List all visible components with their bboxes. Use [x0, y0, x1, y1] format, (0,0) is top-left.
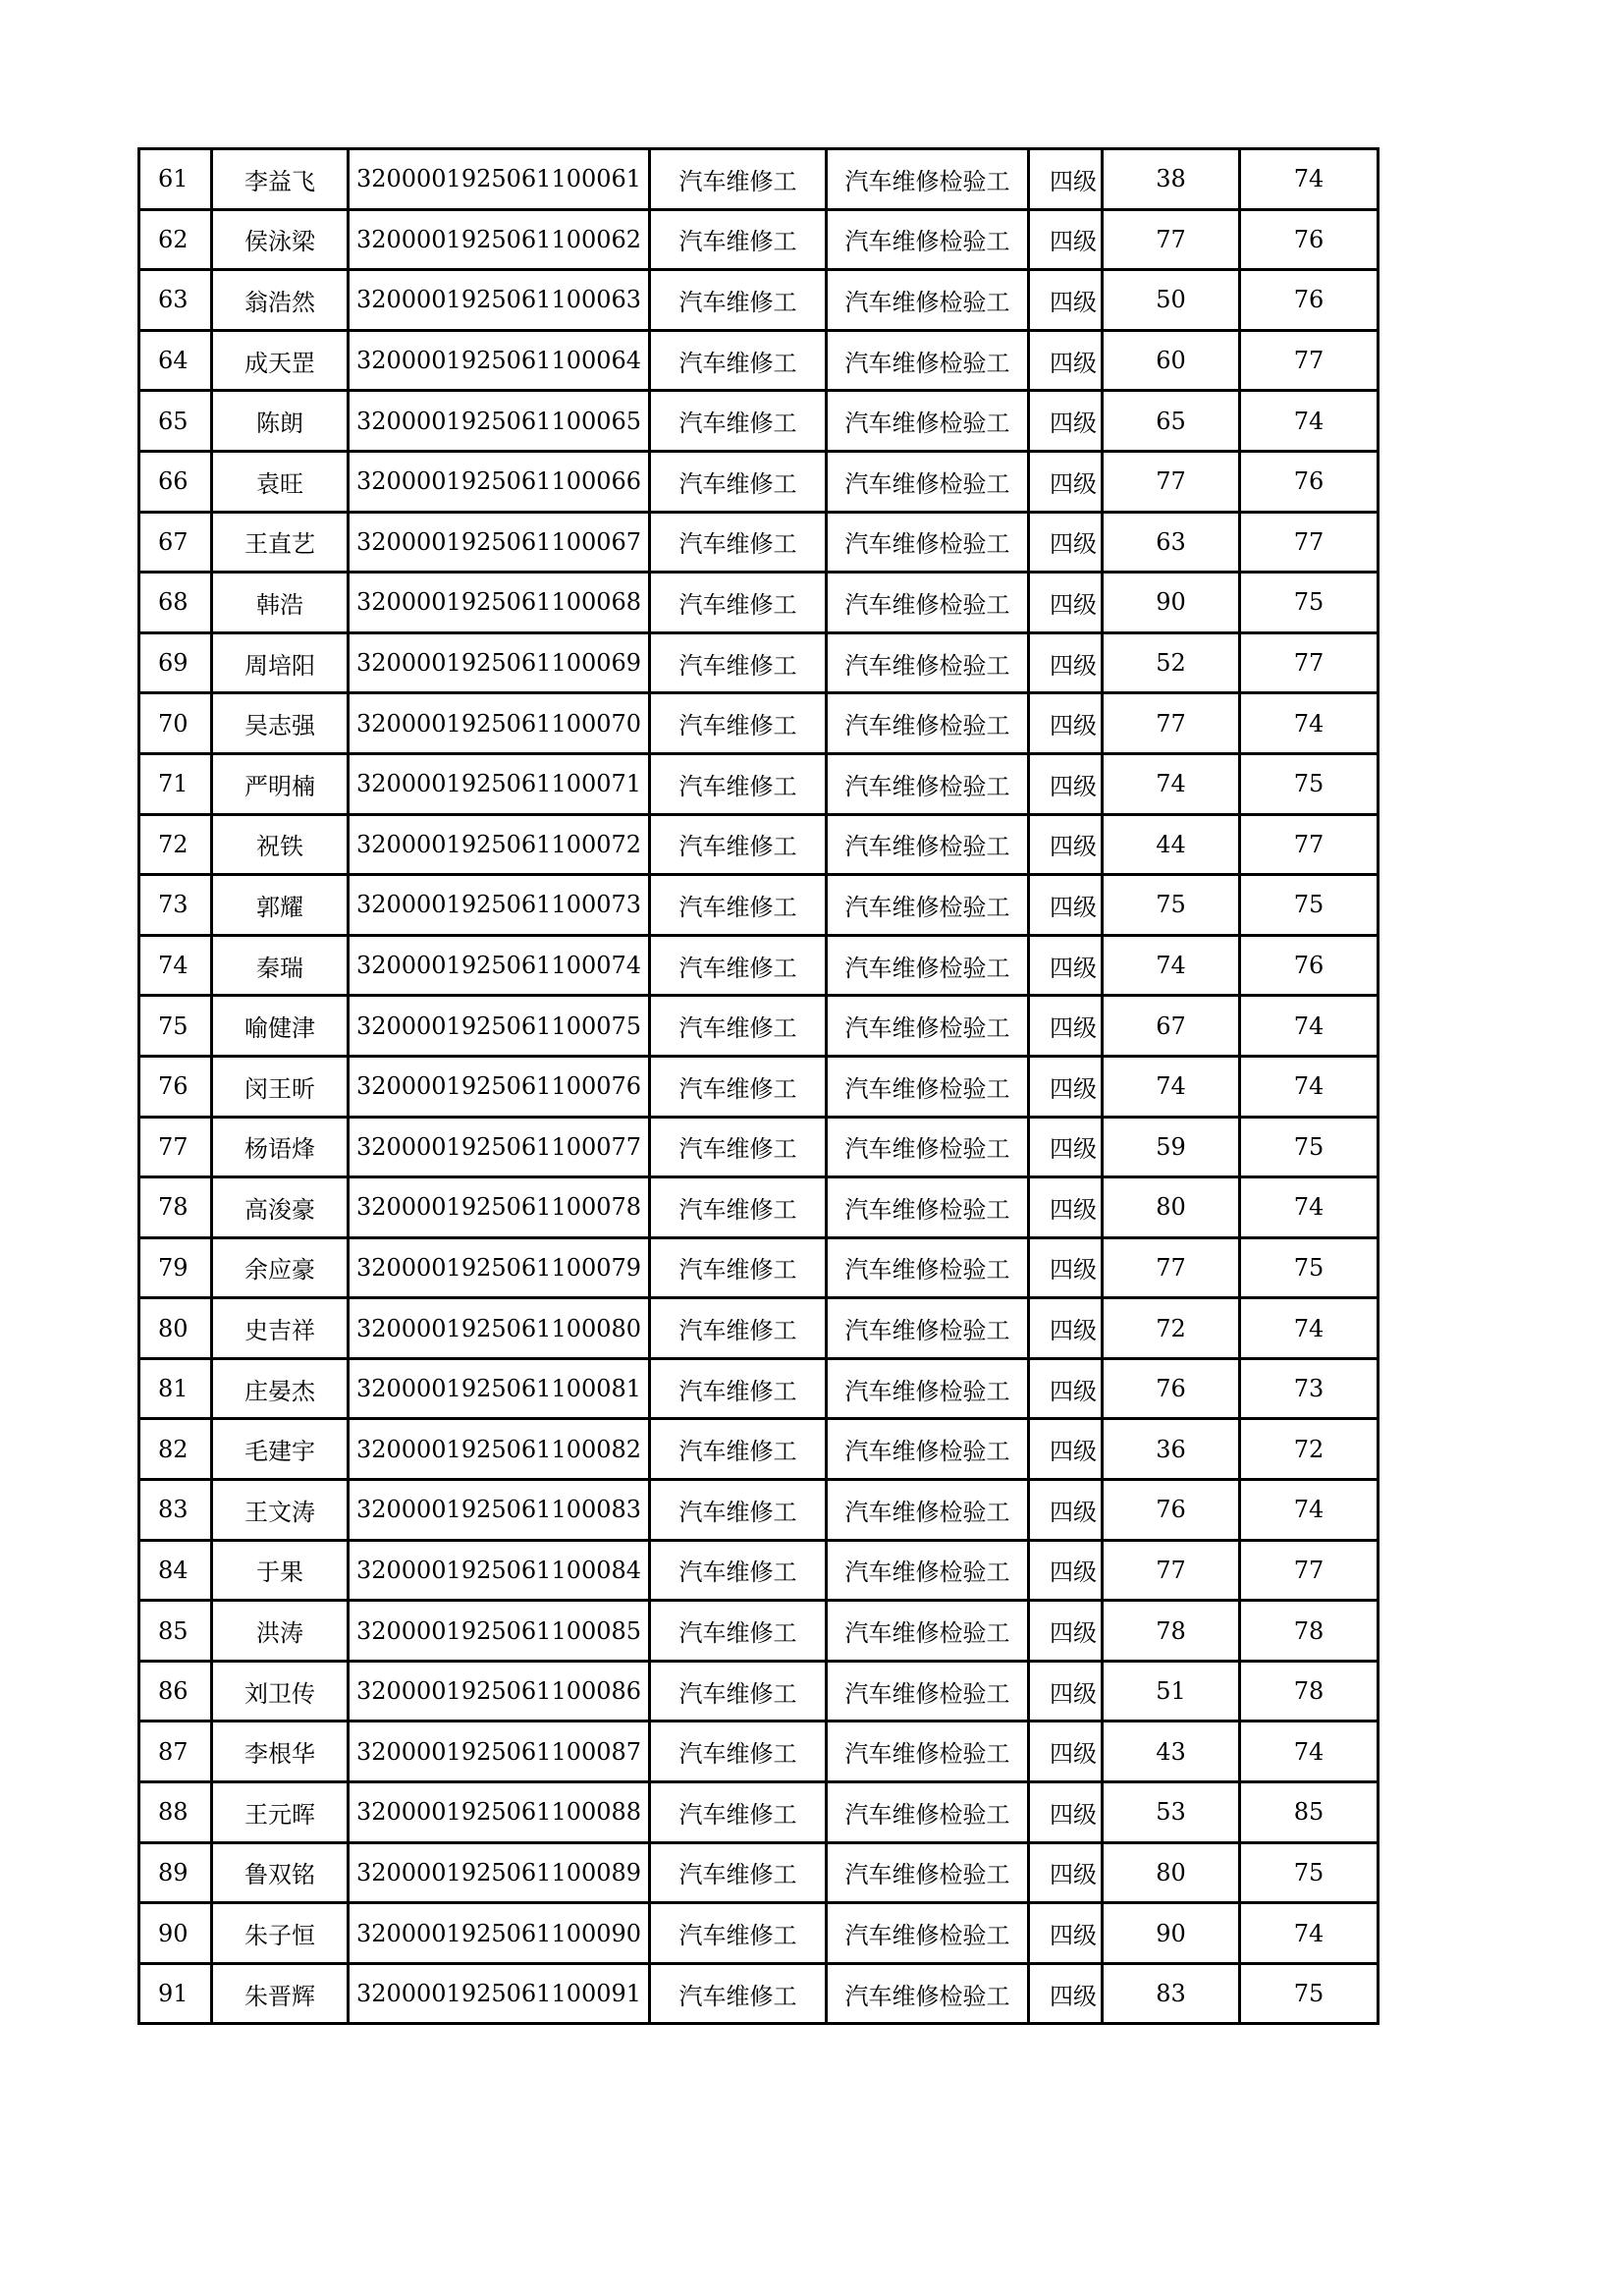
cell-cert-no: 3200001925061100087 [349, 1722, 650, 1782]
cell-score-2: 76 [1240, 935, 1379, 996]
table-row [139, 270, 1379, 331]
cell-cert-no: 3200001925061100070 [349, 693, 650, 754]
table-row [139, 996, 1379, 1057]
cell-cert-no: 3200001925061100073 [349, 875, 650, 936]
cell-score-1: 76 [1103, 1358, 1240, 1419]
cell-score-2: 78 [1240, 1661, 1379, 1722]
cell-name: 朱子恒 [212, 1903, 349, 1964]
cell-cert-no: 3200001925061100080 [349, 1298, 650, 1359]
cell-cert-no: 3200001925061100075 [349, 996, 650, 1057]
cell-name: 刘卫传 [212, 1661, 349, 1722]
table-row [139, 149, 1379, 210]
cell-score-1: 80 [1103, 1842, 1240, 1903]
cell-seq: 67 [139, 512, 212, 573]
cell-work-type: 汽车维修检验工 [827, 1601, 1029, 1662]
table-row [139, 1842, 1379, 1903]
cell-seq: 73 [139, 875, 212, 936]
cell-work-type: 汽车维修检验工 [827, 1782, 1029, 1843]
cell-score-1: 72 [1103, 1298, 1240, 1359]
cell-name: 王文涛 [212, 1480, 349, 1541]
cell-work-type: 汽车维修检验工 [827, 1842, 1029, 1903]
cell-grade: 四级 [1029, 391, 1103, 452]
cell-score-2: 74 [1240, 693, 1379, 754]
cell-score-1: 36 [1103, 1419, 1240, 1480]
cell-score-1: 50 [1103, 270, 1240, 331]
cell-score-2: 74 [1240, 149, 1379, 210]
cell-grade: 四级 [1029, 935, 1103, 996]
cell-cert-no: 3200001925061100089 [349, 1842, 650, 1903]
table-row [139, 1480, 1379, 1541]
cell-grade: 四级 [1029, 1540, 1103, 1601]
cell-grade: 四级 [1029, 149, 1103, 210]
cell-name: 郭耀 [212, 875, 349, 936]
cell-score-2: 75 [1240, 573, 1379, 633]
cell-seq: 63 [139, 270, 212, 331]
cell-score-2: 85 [1240, 1782, 1379, 1843]
cell-grade: 四级 [1029, 1480, 1103, 1541]
cell-seq: 82 [139, 1419, 212, 1480]
cell-cert-no: 3200001925061100083 [349, 1480, 650, 1541]
cell-score-1: 83 [1103, 1963, 1240, 2024]
cell-name: 祝铁 [212, 814, 349, 875]
table-row [139, 1298, 1379, 1359]
cell-seq: 86 [139, 1661, 212, 1722]
cell-seq: 83 [139, 1480, 212, 1541]
cell-grade: 四级 [1029, 753, 1103, 814]
cell-work-type: 汽车维修检验工 [827, 1540, 1029, 1601]
cell-score-2: 72 [1240, 1419, 1379, 1480]
table-row [139, 875, 1379, 936]
cell-name: 于果 [212, 1540, 349, 1601]
cell-grade: 四级 [1029, 1782, 1103, 1843]
cell-score-1: 74 [1103, 935, 1240, 996]
cell-name: 王直艺 [212, 512, 349, 573]
cell-grade: 四级 [1029, 209, 1103, 270]
cell-grade: 四级 [1029, 330, 1103, 391]
cell-score-2: 75 [1240, 1963, 1379, 2024]
cell-score-1: 77 [1103, 451, 1240, 512]
cell-score-1: 90 [1103, 1903, 1240, 1964]
cell-score-2: 74 [1240, 1903, 1379, 1964]
cell-grade: 四级 [1029, 1419, 1103, 1480]
cell-work-type: 汽车维修检验工 [827, 391, 1029, 452]
table-row [139, 451, 1379, 512]
cell-grade: 四级 [1029, 1661, 1103, 1722]
cell-grade: 四级 [1029, 270, 1103, 331]
cell-score-2: 77 [1240, 330, 1379, 391]
cell-grade: 四级 [1029, 1358, 1103, 1419]
cell-occupation: 汽车维修工 [650, 573, 827, 633]
table-row [139, 1540, 1379, 1601]
cell-cert-no: 3200001925061100090 [349, 1903, 650, 1964]
cell-name: 朱晋辉 [212, 1963, 349, 2024]
cell-score-1: 67 [1103, 996, 1240, 1057]
cell-seq: 90 [139, 1903, 212, 1964]
cell-score-1: 53 [1103, 1782, 1240, 1843]
cell-work-type: 汽车维修检验工 [827, 875, 1029, 936]
cell-name: 李根华 [212, 1722, 349, 1782]
cell-occupation: 汽车维修工 [650, 1661, 827, 1722]
cell-score-2: 73 [1240, 1358, 1379, 1419]
cell-score-1: 74 [1103, 1056, 1240, 1117]
cell-score-1: 44 [1103, 814, 1240, 875]
cell-seq: 68 [139, 573, 212, 633]
cell-score-1: 43 [1103, 1722, 1240, 1782]
cell-score-1: 77 [1103, 1237, 1240, 1298]
cell-score-1: 75 [1103, 875, 1240, 936]
table-row [139, 693, 1379, 754]
cell-score-2: 77 [1240, 632, 1379, 693]
table-row [139, 573, 1379, 633]
cell-work-type: 汽车维修检验工 [827, 1963, 1029, 2024]
cell-seq: 75 [139, 996, 212, 1057]
cell-work-type: 汽车维修检验工 [827, 573, 1029, 633]
cell-seq: 65 [139, 391, 212, 452]
cell-name: 闵王昕 [212, 1056, 349, 1117]
cell-score-2: 77 [1240, 1540, 1379, 1601]
cell-grade: 四级 [1029, 875, 1103, 936]
cell-name: 袁旺 [212, 451, 349, 512]
cell-occupation: 汽车维修工 [650, 1601, 827, 1662]
cell-seq: 71 [139, 753, 212, 814]
cell-occupation: 汽车维修工 [650, 1056, 827, 1117]
cell-work-type: 汽车维修检验工 [827, 753, 1029, 814]
cell-seq: 87 [139, 1722, 212, 1782]
cell-grade: 四级 [1029, 693, 1103, 754]
cell-name: 吴志强 [212, 693, 349, 754]
table-body [139, 149, 1379, 2024]
cell-occupation: 汽车维修工 [650, 1298, 827, 1359]
cell-score-1: 77 [1103, 1540, 1240, 1601]
table-row [139, 330, 1379, 391]
cell-score-1: 63 [1103, 512, 1240, 573]
table-row [139, 814, 1379, 875]
cell-seq: 85 [139, 1601, 212, 1662]
cell-work-type: 汽车维修检验工 [827, 996, 1029, 1057]
table-row [139, 512, 1379, 573]
table-row [139, 753, 1379, 814]
cell-score-2: 76 [1240, 270, 1379, 331]
table-row [139, 1419, 1379, 1480]
cell-occupation: 汽车维修工 [650, 1722, 827, 1782]
cell-score-1: 90 [1103, 573, 1240, 633]
cell-seq: 76 [139, 1056, 212, 1117]
cell-score-1: 51 [1103, 1661, 1240, 1722]
cell-score-2: 75 [1240, 1117, 1379, 1177]
cell-cert-no: 3200001925061100062 [349, 209, 650, 270]
cell-name: 翁浩然 [212, 270, 349, 331]
cell-grade: 四级 [1029, 1722, 1103, 1782]
cell-name: 毛建宇 [212, 1419, 349, 1480]
cell-score-2: 74 [1240, 1722, 1379, 1782]
cell-score-2: 75 [1240, 875, 1379, 936]
cell-score-1: 77 [1103, 209, 1240, 270]
cell-cert-no: 3200001925061100079 [349, 1237, 650, 1298]
cell-seq: 74 [139, 935, 212, 996]
table-row [139, 1237, 1379, 1298]
cell-work-type: 汽车维修检验工 [827, 1903, 1029, 1964]
cell-score-2: 76 [1240, 209, 1379, 270]
cell-cert-no: 3200001925061100071 [349, 753, 650, 814]
table-row [139, 1117, 1379, 1177]
cell-occupation: 汽车维修工 [650, 1903, 827, 1964]
cell-occupation: 汽车维修工 [650, 1237, 827, 1298]
cell-occupation: 汽车维修工 [650, 935, 827, 996]
cell-name: 周培阳 [212, 632, 349, 693]
cell-occupation: 汽车维修工 [650, 1842, 827, 1903]
cell-work-type: 汽车维修检验工 [827, 1237, 1029, 1298]
cell-occupation: 汽车维修工 [650, 1540, 827, 1601]
cell-cert-no: 3200001925061100085 [349, 1601, 650, 1662]
cell-work-type: 汽车维修检验工 [827, 1358, 1029, 1419]
table-row [139, 1056, 1379, 1117]
cell-score-1: 59 [1103, 1117, 1240, 1177]
cell-name: 杨语烽 [212, 1117, 349, 1177]
cell-score-1: 80 [1103, 1177, 1240, 1238]
table-row [139, 1661, 1379, 1722]
cell-name: 韩浩 [212, 573, 349, 633]
cell-name: 喻健津 [212, 996, 349, 1057]
cell-name: 严明楠 [212, 753, 349, 814]
cell-name: 侯泳梁 [212, 209, 349, 270]
cell-work-type: 汽车维修检验工 [827, 1480, 1029, 1541]
cell-cert-no: 3200001925061100061 [349, 149, 650, 210]
cell-seq: 84 [139, 1540, 212, 1601]
cell-seq: 89 [139, 1842, 212, 1903]
cell-cert-no: 3200001925061100084 [349, 1540, 650, 1601]
table-row [139, 391, 1379, 452]
cell-work-type: 汽车维修检验工 [827, 512, 1029, 573]
table-row [139, 1963, 1379, 2024]
cell-cert-no: 3200001925061100069 [349, 632, 650, 693]
cell-name: 鲁双铭 [212, 1842, 349, 1903]
cell-occupation: 汽车维修工 [650, 1782, 827, 1843]
cell-grade: 四级 [1029, 573, 1103, 633]
cell-work-type: 汽车维修检验工 [827, 149, 1029, 210]
cell-grade: 四级 [1029, 632, 1103, 693]
cell-work-type: 汽车维修检验工 [827, 209, 1029, 270]
cell-work-type: 汽车维修检验工 [827, 693, 1029, 754]
cell-name: 庄晏杰 [212, 1358, 349, 1419]
cell-name: 史吉祥 [212, 1298, 349, 1359]
cell-name: 王元晖 [212, 1782, 349, 1843]
cell-seq: 72 [139, 814, 212, 875]
cell-work-type: 汽车维修检验工 [827, 330, 1029, 391]
cell-seq: 88 [139, 1782, 212, 1843]
cell-occupation: 汽车维修工 [650, 149, 827, 210]
cell-cert-no: 3200001925061100078 [349, 1177, 650, 1238]
cell-score-1: 52 [1103, 632, 1240, 693]
cell-cert-no: 3200001925061100063 [349, 270, 650, 331]
cell-grade: 四级 [1029, 1298, 1103, 1359]
cell-grade: 四级 [1029, 1963, 1103, 2024]
cell-score-2: 75 [1240, 1842, 1379, 1903]
table-row [139, 1601, 1379, 1662]
cell-score-1: 78 [1103, 1601, 1240, 1662]
cell-grade: 四级 [1029, 1842, 1103, 1903]
cell-work-type: 汽车维修检验工 [827, 1661, 1029, 1722]
cell-occupation: 汽车维修工 [650, 814, 827, 875]
table-row [139, 935, 1379, 996]
cell-cert-no: 3200001925061100066 [349, 451, 650, 512]
cell-occupation: 汽车维修工 [650, 1963, 827, 2024]
cell-name: 李益飞 [212, 149, 349, 210]
cell-occupation: 汽车维修工 [650, 875, 827, 936]
cell-cert-no: 3200001925061100077 [349, 1117, 650, 1177]
cell-grade: 四级 [1029, 1601, 1103, 1662]
cell-seq: 77 [139, 1117, 212, 1177]
cell-seq: 80 [139, 1298, 212, 1359]
cell-occupation: 汽车维修工 [650, 1177, 827, 1238]
cell-work-type: 汽车维修检验工 [827, 814, 1029, 875]
cell-work-type: 汽车维修检验工 [827, 1056, 1029, 1117]
cell-seq: 64 [139, 330, 212, 391]
cell-score-2: 74 [1240, 1480, 1379, 1541]
cell-seq: 81 [139, 1358, 212, 1419]
cell-cert-no: 3200001925061100082 [349, 1419, 650, 1480]
cell-score-1: 60 [1103, 330, 1240, 391]
cell-seq: 78 [139, 1177, 212, 1238]
cell-score-2: 74 [1240, 1177, 1379, 1238]
cell-occupation: 汽车维修工 [650, 1358, 827, 1419]
cell-work-type: 汽车维修检验工 [827, 451, 1029, 512]
cell-occupation: 汽车维修工 [650, 209, 827, 270]
cell-grade: 四级 [1029, 512, 1103, 573]
cell-score-1: 76 [1103, 1480, 1240, 1541]
cell-grade: 四级 [1029, 1237, 1103, 1298]
cell-work-type: 汽车维修检验工 [827, 1298, 1029, 1359]
cell-grade: 四级 [1029, 996, 1103, 1057]
cell-work-type: 汽车维修检验工 [827, 1177, 1029, 1238]
table-row [139, 1903, 1379, 1964]
cell-grade: 四级 [1029, 1903, 1103, 1964]
cell-seq: 61 [139, 149, 212, 210]
cell-score-1: 38 [1103, 149, 1240, 210]
table-row [139, 1722, 1379, 1782]
cell-cert-no: 3200001925061100076 [349, 1056, 650, 1117]
cell-score-1: 74 [1103, 753, 1240, 814]
cell-cert-no: 3200001925061100068 [349, 573, 650, 633]
cell-occupation: 汽车维修工 [650, 693, 827, 754]
cell-score-2: 78 [1240, 1601, 1379, 1662]
cell-cert-no: 3200001925061100065 [349, 391, 650, 452]
cell-occupation: 汽车维修工 [650, 330, 827, 391]
cell-seq: 91 [139, 1963, 212, 2024]
cell-seq: 62 [139, 209, 212, 270]
cell-cert-no: 3200001925061100064 [349, 330, 650, 391]
cell-name: 余应豪 [212, 1237, 349, 1298]
cell-grade: 四级 [1029, 814, 1103, 875]
cell-score-2: 77 [1240, 512, 1379, 573]
cell-work-type: 汽车维修检验工 [827, 1117, 1029, 1177]
cell-occupation: 汽车维修工 [650, 1480, 827, 1541]
cell-occupation: 汽车维修工 [650, 391, 827, 452]
cell-name: 洪涛 [212, 1601, 349, 1662]
cell-grade: 四级 [1029, 1056, 1103, 1117]
results-table [137, 147, 1380, 2025]
table-row [139, 1358, 1379, 1419]
table-row [139, 209, 1379, 270]
cell-grade: 四级 [1029, 1177, 1103, 1238]
cell-grade: 四级 [1029, 451, 1103, 512]
cell-cert-no: 3200001925061100067 [349, 512, 650, 573]
cell-seq: 66 [139, 451, 212, 512]
cell-name: 陈朗 [212, 391, 349, 452]
cell-seq: 69 [139, 632, 212, 693]
cell-occupation: 汽车维修工 [650, 632, 827, 693]
cell-grade: 四级 [1029, 1117, 1103, 1177]
cell-work-type: 汽车维修检验工 [827, 1419, 1029, 1480]
cell-occupation: 汽车维修工 [650, 1419, 827, 1480]
cell-occupation: 汽车维修工 [650, 270, 827, 331]
cell-cert-no: 3200001925061100074 [349, 935, 650, 996]
cell-work-type: 汽车维修检验工 [827, 270, 1029, 331]
cell-name: 秦瑞 [212, 935, 349, 996]
cell-score-1: 77 [1103, 693, 1240, 754]
cell-occupation: 汽车维修工 [650, 1117, 827, 1177]
cell-score-2: 74 [1240, 996, 1379, 1057]
cell-cert-no: 3200001925061100081 [349, 1358, 650, 1419]
cell-seq: 70 [139, 693, 212, 754]
cell-cert-no: 3200001925061100086 [349, 1661, 650, 1722]
cell-work-type: 汽车维修检验工 [827, 935, 1029, 996]
cell-score-2: 74 [1240, 391, 1379, 452]
cell-occupation: 汽车维修工 [650, 451, 827, 512]
cell-cert-no: 3200001925061100088 [349, 1782, 650, 1843]
cell-cert-no: 3200001925061100072 [349, 814, 650, 875]
cell-score-2: 74 [1240, 1298, 1379, 1359]
cell-score-1: 65 [1103, 391, 1240, 452]
cell-cert-no: 3200001925061100091 [349, 1963, 650, 2024]
cell-score-2: 77 [1240, 814, 1379, 875]
table-row [139, 1782, 1379, 1843]
cell-score-2: 74 [1240, 1056, 1379, 1117]
cell-score-2: 76 [1240, 451, 1379, 512]
table-row [139, 632, 1379, 693]
cell-occupation: 汽车维修工 [650, 512, 827, 573]
cell-work-type: 汽车维修检验工 [827, 1722, 1029, 1782]
cell-occupation: 汽车维修工 [650, 996, 827, 1057]
cell-work-type: 汽车维修检验工 [827, 632, 1029, 693]
cell-name: 高浚豪 [212, 1177, 349, 1238]
cell-score-2: 75 [1240, 753, 1379, 814]
cell-occupation: 汽车维修工 [650, 753, 827, 814]
cell-seq: 79 [139, 1237, 212, 1298]
cell-score-2: 75 [1240, 1237, 1379, 1298]
cell-name: 成天罡 [212, 330, 349, 391]
table-row [139, 1177, 1379, 1238]
